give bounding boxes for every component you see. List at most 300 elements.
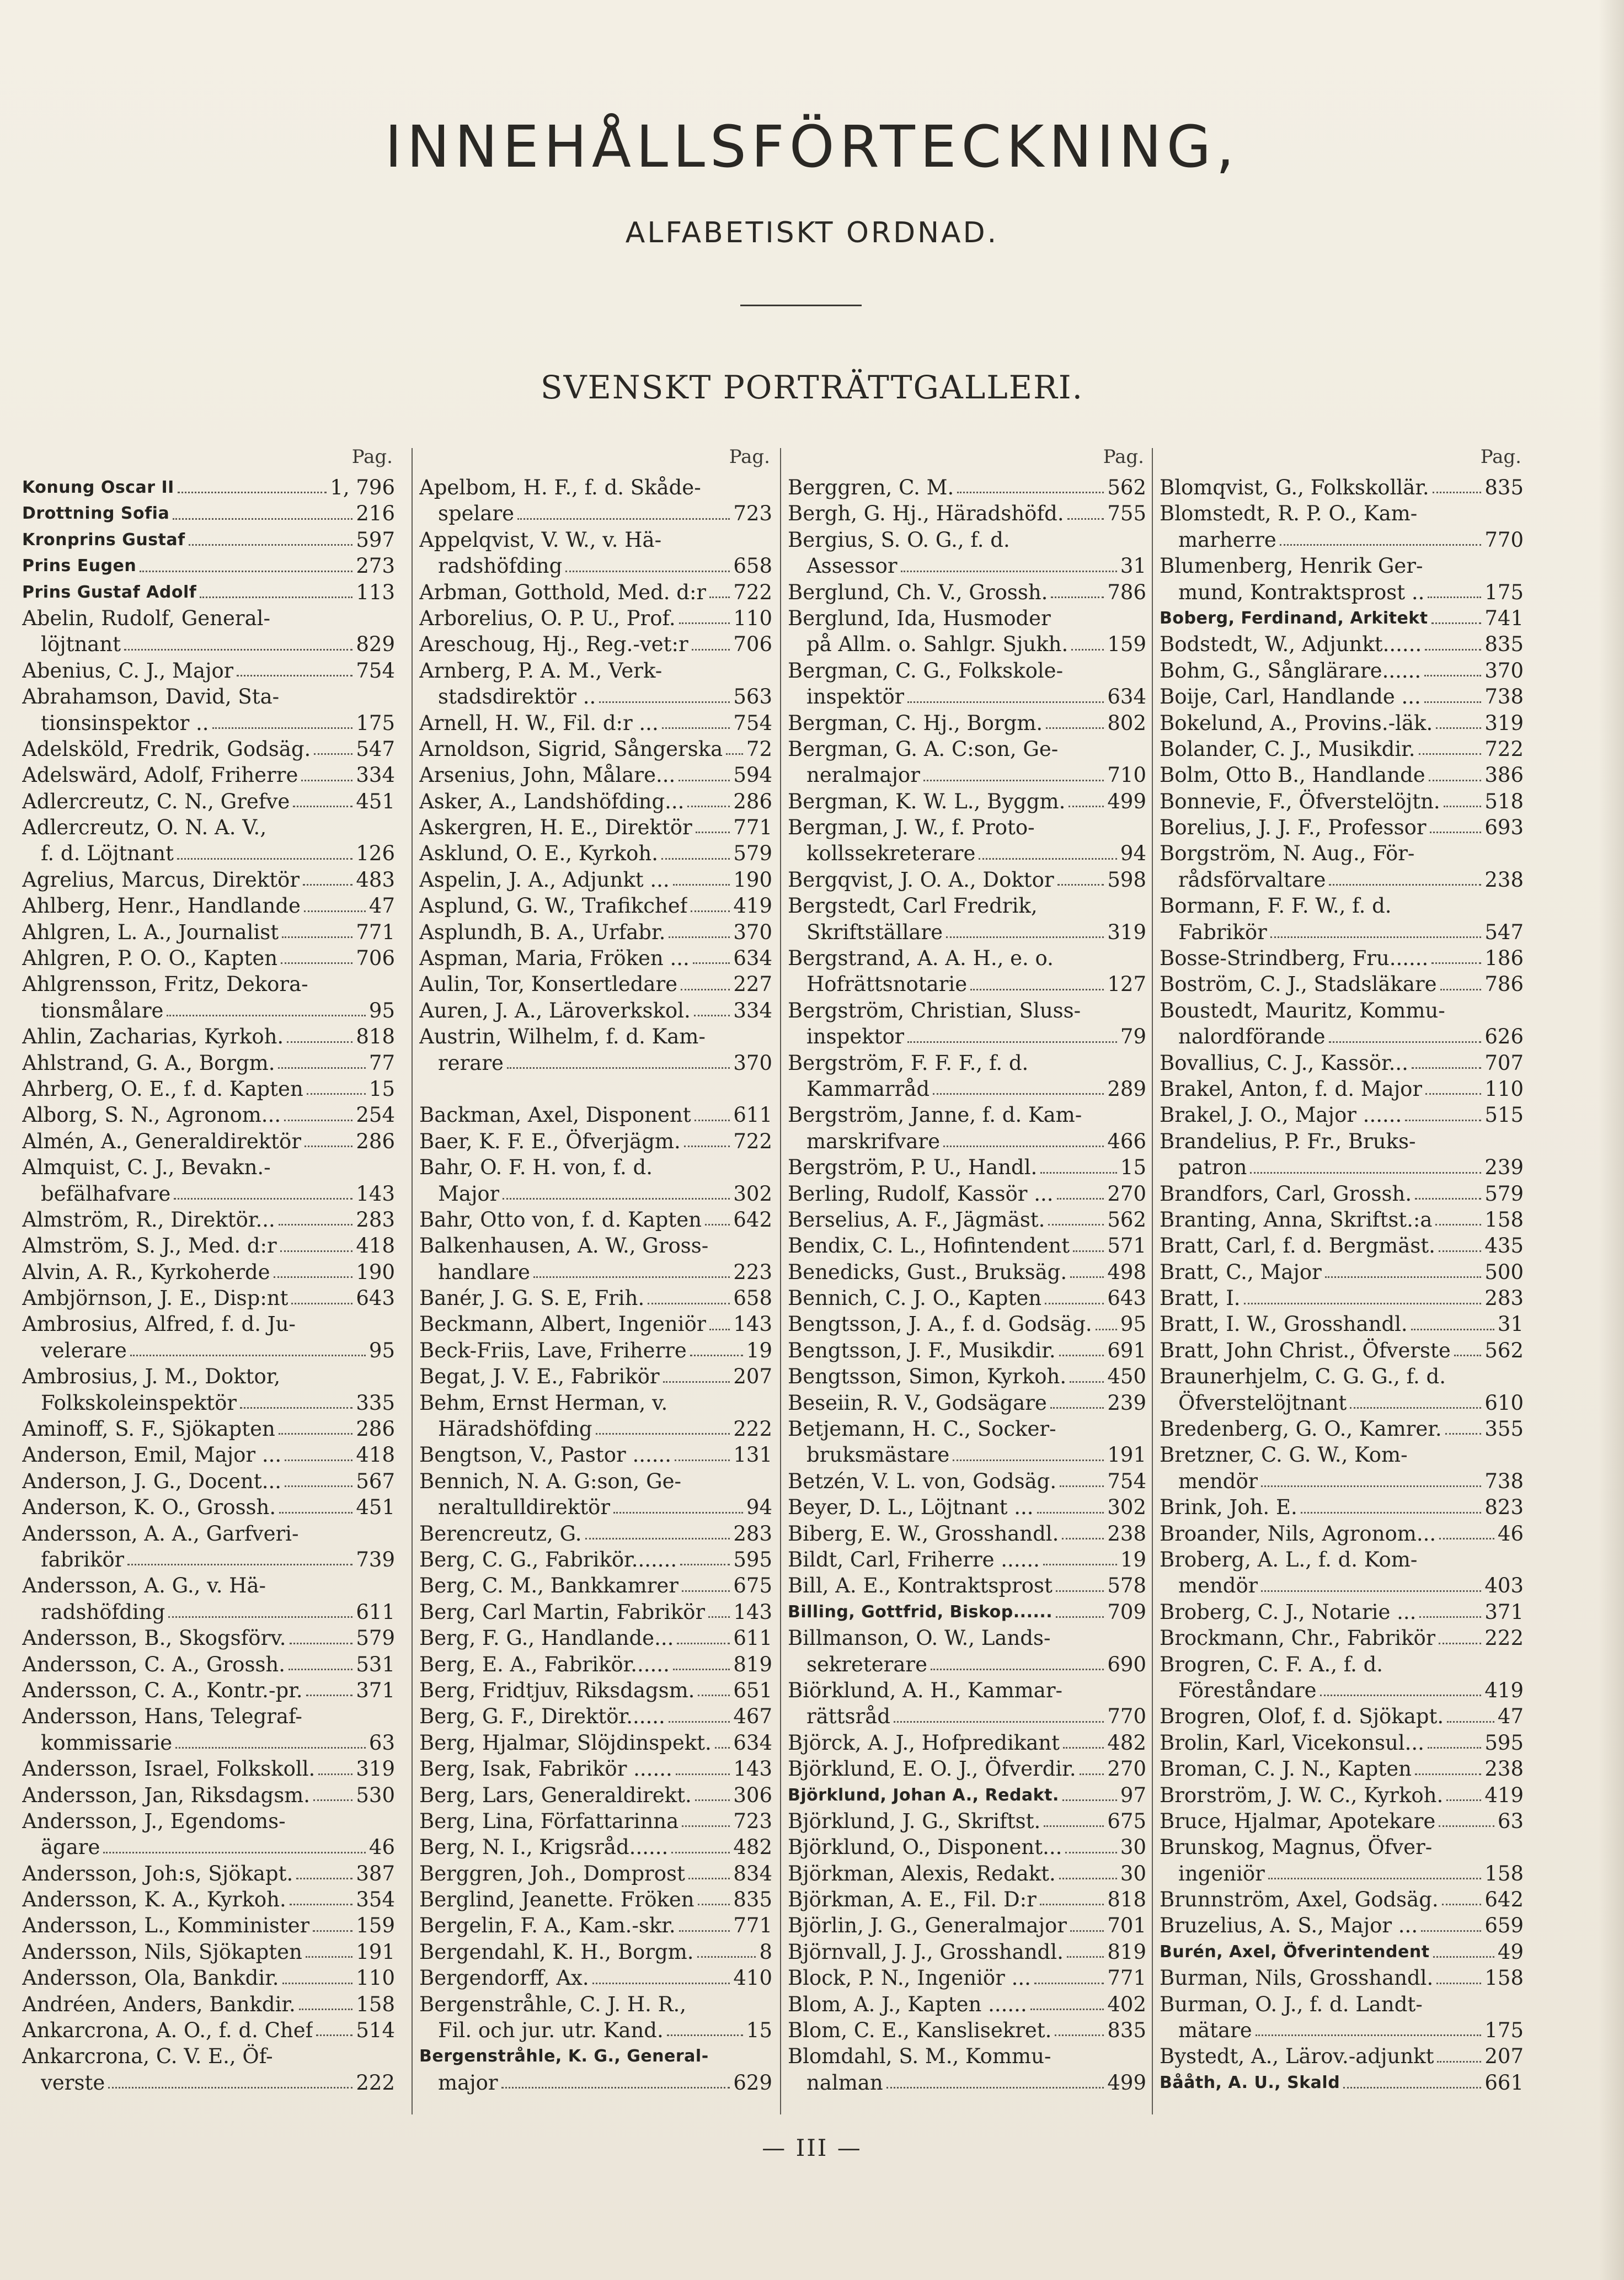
page-number: — III — [762,2134,862,2161]
entry-page-number: 227 [733,972,772,997]
dot-leader [696,832,730,833]
entry-name: Berg, Lina, Författarinna [419,1809,679,1833]
entry-name: Bormann, F. F. W., f. d. [1160,894,1392,918]
index-entry [788,1861,1146,1887]
index-entry [788,500,1146,526]
index-entry [419,710,772,736]
index-entry [788,1573,1146,1599]
entry-name: Brandfors, Carl, Grossh. [1160,1181,1412,1206]
entry-page-number: 371 [356,1678,395,1702]
entry-name: neralmajor [806,763,920,787]
entry-page-number: 786 [1107,580,1146,604]
entry-name: Kronprins Gustaf [22,530,185,550]
entry-name: Björck, A. J., Hofpredikant [788,1730,1060,1755]
entry-name: Assessor [806,554,898,578]
entry-name: Brunskog, Magnus, Öfver- [1160,1835,1433,1860]
entry-name: Burman, Nils, Grosshandl. [1160,1966,1434,1990]
index-entry [22,1181,395,1207]
entry-name: Apelbom, H. F., f. d. Skåde- [419,475,701,499]
dot-leader [709,596,730,598]
index-entry [22,1050,395,1076]
entry-name: Prins Eugen [22,556,137,576]
entry-name: Arnell, H. W., Fil. d:r ... [419,711,659,735]
index-entry [419,1521,772,1547]
index-entry [419,1181,772,1207]
entry-name: Baer, K. F. E., Öfverjägm. [419,1129,681,1153]
index-entry [22,1285,395,1311]
entry-name: Folkskoleinspektör [41,1391,237,1415]
entry-name: Bergendahl, K. H., Borgm. [419,1940,694,1964]
entry-name: Bergman, C. Hj., Borgm. [788,711,1043,735]
dot-leader [957,492,1104,493]
entry-page-number: 143 [733,1600,772,1624]
entry-page-number: 286 [356,1129,395,1153]
dot-leader [281,962,352,964]
index-entry [788,945,1146,971]
index-entry [1160,1703,1524,1729]
index-entry [419,1416,772,1442]
index-entry [1160,1259,1524,1285]
dot-leader [282,1983,353,1984]
entry-name: Andersson, J., Egendoms- [22,1809,286,1833]
index-entry [419,893,772,919]
page-title: INNEHÅLLSFÖRTECKNING, [384,113,1240,180]
index-entry [419,1024,772,1050]
dot-leader [673,1669,730,1670]
entry-name: Bergh, G. Hj., Häradshöfd. [788,502,1064,526]
dot-leader [943,1146,1104,1147]
dot-leader [923,780,1104,781]
dot-leader [726,753,743,755]
dot-leader [1073,1250,1104,1252]
entry-page-number: 754 [733,711,772,735]
entry-name: Berg, N. I., Krigsråd...... [419,1835,669,1860]
entry-page-number: 563 [733,685,772,709]
entry-name: Bergenstråhle, K. G., General- [419,2047,709,2066]
index-entry [419,736,772,762]
entry-name: Berg, Carl Martin, Fabrikör [419,1600,706,1624]
dot-leader [284,1120,352,1121]
index-column-3 [788,446,1146,2118]
entry-name: Burén, Axel, Öfverintendent [1160,1942,1430,1962]
entry-name: Bendix, C. L., Hofintendent [788,1234,1070,1258]
entry-page-number: 126 [356,841,395,866]
dot-leader [709,1329,730,1330]
entry-page-number: 419 [1484,1783,1524,1807]
entry-page-number: 175 [1484,580,1524,604]
index-entry [22,1390,395,1416]
index-entry [22,500,395,526]
entry-name: Broman, C. J. N., Kapten [1160,1757,1412,1781]
entry-name: Andersson, Hans, Telegraf- [22,1704,302,1729]
title-divider [740,305,862,306]
index-entry [419,2070,772,2096]
dot-leader [596,1433,730,1435]
entry-name: Askergren, H. E., Direktör [419,816,692,840]
dot-leader [173,518,352,520]
index-entry [788,2017,1146,2043]
dot-leader [684,1146,730,1147]
entry-page-number: 95 [368,998,395,1022]
dot-leader [168,1616,352,1618]
dot-leader [279,1433,353,1435]
index-entries [22,475,395,2096]
entry-page-number: 651 [733,1678,772,1702]
entry-name: Andréen, Anders, Bankdir. [22,1992,296,2016]
index-entry [788,1363,1146,1389]
entry-page-number: 723 [733,1809,772,1833]
index-entry [788,631,1146,657]
index-entry [1160,1808,1524,1834]
index-entry [22,2017,395,2043]
index-entry [419,1312,772,1338]
dot-leader [677,1643,730,1644]
index-entry [1160,1991,1524,2017]
index-entry [22,971,395,997]
entry-page-number: 222 [1484,1626,1524,1650]
entry-name: Bergström, P. U., Handl. [788,1155,1038,1180]
index-entry [788,1730,1146,1756]
entry-page-number: 482 [1107,1730,1146,1755]
entry-name: Bergius, S. O. G., f. d. [788,528,1010,552]
entry-page-number: 578 [1107,1574,1146,1598]
dot-leader [307,1093,366,1095]
dot-leader [533,1276,730,1278]
entry-name: Ahlgrensson, Fritz, Dekora- [22,972,308,997]
entry-page-number: 723 [733,502,772,526]
index-entry [22,1024,395,1050]
dot-leader [682,1590,730,1592]
index-entry [1160,762,1524,788]
index-entry [1160,1128,1524,1154]
index-entry [1160,1599,1524,1625]
dot-leader [1428,1747,1481,1749]
entry-name: Asplundh, B. A., Urfabr. [419,920,666,944]
entry-page-number: 273 [356,554,395,578]
index-entry [1160,1782,1524,1808]
entry-page-number: 370 [1484,658,1524,683]
index-entry [419,1338,772,1363]
dot-leader [290,1643,353,1644]
entry-name: Arborelius, O. P. U., Prof. [419,606,676,630]
dot-leader [680,1564,730,1565]
entry-name: Bengtsson, J. A., f. d. Godsäg. [788,1312,1092,1336]
entry-name: Aminoff, S. F., Sjökapten [22,1417,275,1441]
entry-page-number: 79 [1120,1025,1146,1049]
entry-page-number: 754 [1107,1469,1146,1493]
dot-leader [189,544,353,546]
page-column-label: Pag. [729,446,770,468]
index-entry [788,1887,1146,1913]
entry-name: Bratt, I. [1160,1286,1241,1311]
entry-page-number: 693 [1484,816,1524,840]
entry-page-number: 239 [1107,1391,1146,1415]
entry-page-number: 191 [1107,1443,1146,1467]
dot-leader [1439,1538,1494,1539]
entry-page-number: 562 [1107,475,1146,499]
entry-name: Blom, A. J., Kapten ...... [788,1992,1027,2016]
entry-page-number: 403 [1484,1574,1524,1598]
dot-leader [1046,727,1104,729]
entry-page-number: 451 [356,1495,395,1520]
index-entry [419,1652,772,1677]
entry-page-number: 579 [1484,1181,1524,1206]
index-entry [22,1494,395,1520]
entry-name: Bahr, Otto von, f. d. Kapten [419,1207,702,1232]
entry-name: Major [438,1181,500,1206]
index-entry [788,1756,1146,1782]
dot-leader [1045,1303,1104,1304]
entry-name: Föreståndare [1178,1678,1317,1702]
index-entry [22,1128,395,1154]
dot-leader [1067,1956,1104,1958]
entry-name: Bahr, O. F. H. von, f. d. [419,1155,653,1180]
entry-name: Brockmann, Chr., Fabrikör [1160,1626,1436,1650]
entry-name: Abenius, C. J., Major [22,658,234,683]
entry-name: Betjemann, H. C., Socker- [788,1417,1056,1441]
index-entry [788,867,1146,893]
dot-leader [313,1930,352,1932]
entry-name: Brogren, Olof, f. d. Sjökapt. [1160,1704,1444,1729]
index-entry [788,1259,1146,1285]
entry-name: Berg, F. G., Handlande... [419,1626,674,1650]
index-entry [419,1468,772,1494]
entry-name: mendör [1178,1469,1258,1493]
entry-name: Berg, C. G., Fabrikör....... [419,1548,677,1572]
index-entry [22,710,395,736]
entry-name: radshöfding [438,554,563,578]
index-entry [1160,475,1524,500]
index-entry [1160,1756,1524,1782]
entry-page-number: 626 [1484,1025,1524,1049]
entry-name: Andersson, K. A., Kyrkoh. [22,1888,286,1912]
entry-page-number: 158 [1484,1966,1524,1990]
dot-leader [1070,1381,1104,1383]
entry-page-number: 46 [368,1835,395,1860]
index-entry [419,1599,772,1625]
index-entry [1160,1312,1524,1338]
index-entry [1160,1652,1524,1677]
entry-name: Bergstrand, A. A. H., e. o. [788,946,1054,971]
entry-name: Borgström, N. Aug., För- [1160,841,1415,866]
dot-leader [1037,1512,1104,1514]
index-entry [1160,1913,1524,1938]
entry-name: marherre [1178,528,1276,552]
dot-leader [687,806,730,807]
entry-name: Björkman, Alexis, Redakt. [788,1861,1056,1885]
entry-page-number: 370 [733,920,772,944]
entry-page-number: 629 [733,2070,772,2095]
entry-name: Anderson, K. O., Grossh. [22,1495,276,1520]
index-entry [419,553,772,579]
entry-name: Ahrberg, O. E., f. d. Kapten [22,1077,303,1101]
dot-leader [517,518,730,520]
entry-page-number: 611 [356,1600,395,1624]
entry-name: Backman, Axel, Disponent [419,1103,691,1127]
entry-name: Appelqvist, V. W., v. Hä- [419,528,662,552]
index-entry [419,579,772,605]
entry-name: Arnoldson, Sigrid, Sångerska [419,737,723,761]
dot-leader [613,1512,743,1514]
entry-name: Blomdahl, S. M., Kommu- [788,2044,1051,2069]
index-entry [788,998,1146,1024]
entry-name: Bystedt, A., Lärov.-adjunkt [1160,2044,1434,2069]
entry-name: löjtnant [41,632,121,657]
entry-page-number: 191 [356,1940,395,1964]
index-entry [22,1625,395,1651]
entry-page-number: 562 [1484,1338,1524,1362]
entry-page-number: 819 [733,1652,772,1676]
entry-page-number: 190 [733,867,772,892]
dot-leader [285,1485,352,1487]
entry-name: Bergenstråhle, C. J. H. R., [419,1992,687,2016]
dot-leader [886,2087,1104,2089]
entry-page-number: 143 [733,1757,772,1781]
entry-page-number: 319 [356,1757,395,1781]
dot-leader [1048,1224,1104,1226]
index-entry [1160,1573,1524,1599]
entry-page-number: 595 [733,1548,772,1572]
dot-leader [287,1041,352,1043]
dot-leader [1244,1303,1482,1304]
entry-name: Anderson, Emil, Major ... [22,1443,282,1467]
dot-leader [695,1120,730,1121]
entry-name: tionsmålare [41,998,164,1022]
index-entry [22,1834,395,1860]
entry-name: Hofrättsnotarie [806,972,968,997]
dot-leader [1280,544,1482,546]
index-entry [419,1442,772,1468]
entry-page-number: 771 [733,816,772,840]
index-entry [1160,1887,1524,1913]
dot-leader [669,936,730,938]
dot-leader [289,1669,352,1670]
index-entry [1160,919,1524,945]
dot-leader [931,1669,1104,1670]
entry-name: Andersson, A. A., Garfveri- [22,1521,299,1546]
entry-page-number: 518 [1484,789,1524,813]
entry-name: Arsenius, John, Målare... [419,763,676,787]
entry-name: kommissarie [41,1730,173,1755]
entry-page-number: 610 [1484,1391,1524,1415]
dot-leader [177,858,352,860]
entry-name: Bill, A. E., Kontraktsprost [788,1574,1053,1598]
entry-name: Bergelin, F. A., Kam.-skr. [419,1914,676,1938]
dot-leader [306,1695,353,1696]
index-entry [22,1782,395,1808]
dot-leader [1431,962,1481,964]
dot-leader [979,858,1117,860]
index-entry [1160,1181,1524,1207]
dot-leader [933,1093,1104,1095]
index-entry [419,919,772,945]
dot-leader [669,1721,730,1723]
entry-name: Bodstedt, W., Adjunkt...... [1160,632,1422,657]
dot-leader [1071,649,1104,651]
dot-leader [1320,1695,1482,1696]
entry-page-number: 419 [1484,1678,1524,1702]
dot-leader [1055,2034,1104,2036]
index-entry [22,553,395,579]
index-entry [1160,1363,1524,1389]
entry-page-number: 634 [733,1730,772,1755]
entry-page-number: 223 [733,1260,772,1284]
entry-name: Boström, C. J., Stadsläkare [1160,972,1437,997]
dot-leader [285,1459,352,1461]
entry-page-number: 207 [733,1365,772,1389]
entry-page-number: 335 [356,1391,395,1415]
index-entry [22,1939,395,1965]
entry-name: Andersson, C. A., Kontr.-pr. [22,1678,303,1702]
index-entry [22,1154,395,1180]
entry-name: Andersson, Israel, Folkskoll. [22,1757,316,1781]
index-entry [22,1547,395,1573]
index-entry [22,945,395,971]
entry-name: Brorström, J. W. C., Kyrkoh. [1160,1783,1444,1807]
index-entry [22,1991,395,2017]
index-entry [788,475,1146,500]
index-entry [419,1573,772,1599]
dot-leader [313,1799,352,1801]
dot-leader [1454,1355,1482,1356]
index-entry [1160,971,1524,997]
dot-leader [303,884,352,886]
entry-page-number: 500 [1484,1260,1524,1284]
index-entries [419,475,772,2096]
entry-name: Bovallius, C. J., Kassör... [1160,1051,1408,1075]
entry-page-number: 515 [1484,1103,1524,1127]
dot-leader [1419,1616,1481,1618]
index-entry [1160,1390,1524,1416]
entry-name: Bergström, Christian, Sluss- [788,998,1081,1022]
entry-page-number: 562 [1107,1207,1146,1232]
entry-page-number: 270 [1107,1181,1146,1206]
entry-page-number: 611 [733,1626,772,1650]
entry-page-number: 283 [1484,1286,1524,1311]
index-entry [22,762,395,788]
entry-name: Bergman, J. W., f. Proto- [788,816,1035,840]
entry-page-number: 370 [733,1051,772,1075]
dot-leader [1256,2034,1482,2036]
index-entry [788,1782,1146,1808]
dot-leader [1270,936,1482,938]
index-entry [22,1652,395,1677]
dot-leader [304,910,366,912]
entry-name: Fabrikör [1178,920,1267,944]
entry-name: Berggren, Joh., Domprost [419,1861,685,1885]
dot-leader [1350,1407,1481,1409]
dot-leader [970,989,1104,990]
index-entry [1160,1521,1524,1547]
entry-name: radshöfding [41,1600,165,1624]
entry-name: Andersson, Ola, Bankdir. [22,1966,279,1990]
entry-name: Agrelius, Marcus, Direktör [22,867,300,892]
entry-name: Bredenberg, G. O., Kamrer. [1160,1417,1442,1441]
index-entry [788,658,1146,684]
entry-name: Blumenberg, Henrik Ger- [1160,554,1423,578]
dot-leader [698,1904,730,1905]
dot-leader [304,1146,352,1147]
entry-name: Anderson, J. G., Docent... [22,1469,281,1493]
entry-page-number: 643 [1107,1286,1146,1311]
entry-page-number: 579 [733,841,772,866]
index-entry [788,1939,1146,1965]
index-entry [1160,1233,1524,1259]
entry-name: Berglund, Ida, Husmoder [788,606,1051,630]
dot-leader [140,571,352,572]
dot-leader [1056,1616,1104,1618]
entry-name: bruksmästare [806,1443,950,1467]
